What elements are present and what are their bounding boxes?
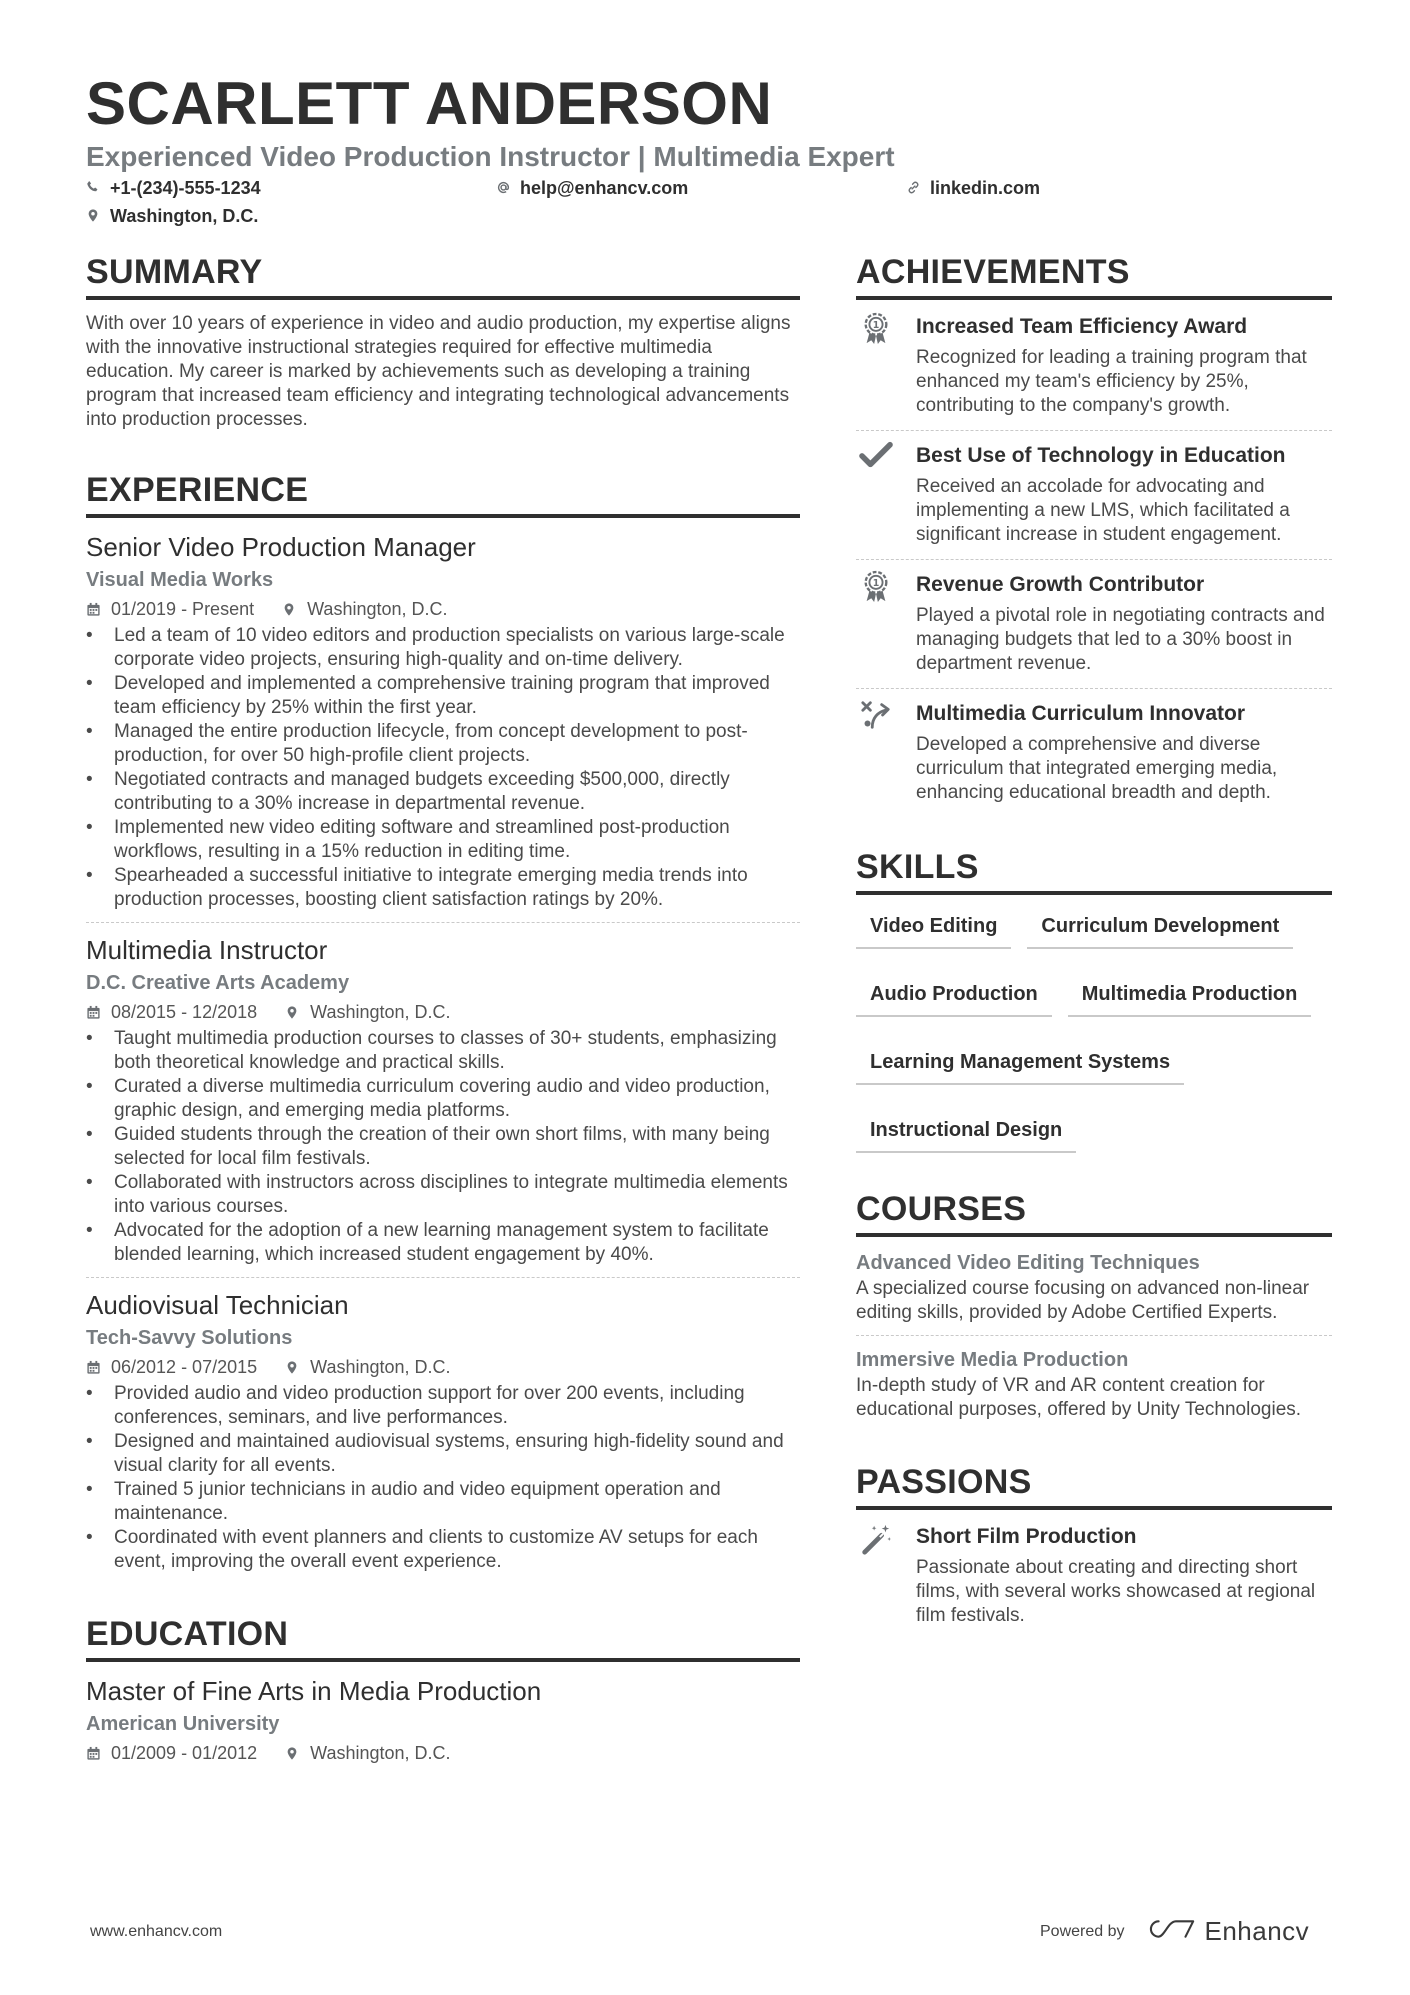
job-meta (86, 1354, 800, 1380)
achievement-title: Best Use of Technology in Education (916, 444, 1286, 467)
location-text: Washington, D.C. (110, 205, 259, 226)
job-title: Senior Video Production Manager (86, 532, 476, 562)
passion-desc: Passionate about creating and directing short films, with several works showcased at regional film festivals. (916, 1557, 1316, 1626)
location-pin-icon (285, 1360, 300, 1375)
summary-text: With over 10 years of experience in video and audio production, my expertise aligns with the innovative instructional strategies required for effective multimedia education. My career is marked by achievements such as developing a training program that increased team efficiency and integrating technological advancements into production processes. (86, 313, 791, 430)
job-location: Washington, D.C. (310, 1357, 451, 1377)
candidate-tagline: Experienced Video Production Instructor | Multimedia Expert (86, 141, 895, 172)
location-pin-icon (282, 602, 297, 617)
job-meta (86, 596, 800, 622)
list-item: • Advocated for the adoption of a new learning management system to facilitate blended learning, which increased student engagement by 40%. (86, 1219, 800, 1267)
award-icon (856, 570, 896, 610)
job-dates: 06/2012 - 07/2015 (111, 1357, 258, 1377)
list-item: • Negotiated contracts and managed budgets exceeding $500,000, directly contributing to a 30% increase in departmental revenue. (86, 768, 800, 816)
contact-row-2 (86, 202, 1336, 230)
svg-text:1: 1 (872, 320, 880, 332)
achievement-item (856, 430, 1332, 559)
skill-tag: Video Editing (856, 903, 1011, 949)
education-location: Washington, D.C. (310, 1743, 451, 1763)
passion-title: Short Film Production (916, 1525, 1137, 1548)
contact-location (86, 206, 258, 227)
candidate-name: SCARLETT ANDERSON (86, 70, 773, 137)
achievement-item (856, 688, 1332, 817)
achievement-desc: Received an accolade for advocating and implementing a new LMS, which facilitated a significant increase in student engagement. (916, 476, 1290, 545)
checkmark-icon (856, 441, 896, 481)
company-name: D.C. Creative Arts Academy (86, 972, 350, 994)
list-item: • Led a team of 10 video editors and production specialists on various large-scale corporate video projects, ensuring high-quality and on-time delivery. (86, 624, 800, 672)
courses-section (856, 1189, 1332, 1432)
summary-heading: SUMMARY (86, 252, 800, 300)
contact-website[interactable] (906, 178, 1040, 199)
job-bullets (86, 1027, 800, 1267)
job-bullets (86, 624, 800, 912)
powered-by-label: Powered by (1040, 1922, 1125, 1940)
left-column (86, 252, 800, 1766)
list-item: • Developed and implemented a comprehensive training program that improved team efficiency by 25% within the first year. (86, 672, 800, 720)
list-item: • Collaborated with instructors across disciplines to integrate multimedia elements into various courses. (86, 1171, 800, 1219)
education-meta (86, 1740, 800, 1766)
list-item: • Guided students through the creation of their own short films, with many being selected for local film festivals. (86, 1123, 800, 1171)
experience-heading: EXPERIENCE (86, 470, 800, 518)
education-dates: 01/2009 - 01/2012 (111, 1743, 258, 1763)
achievement-title: Increased Team Efficiency Award (916, 315, 1248, 338)
job-dates: 01/2019 - Present (111, 599, 255, 619)
location-pin-icon (285, 1746, 300, 1761)
location-pin-icon (285, 1005, 300, 1020)
list-item: • Taught multimedia production courses to classes of 30+ students, emphasizing both theoretical knowledge and practical skills. (86, 1027, 800, 1075)
course-item (856, 1335, 1332, 1432)
at-icon (496, 180, 512, 196)
course-title: Immersive Media Production (856, 1349, 1129, 1371)
achievement-title: Multimedia Curriculum Innovator (916, 702, 1246, 725)
link-icon (906, 180, 922, 196)
skill-tag: Audio Production (856, 971, 1052, 1017)
list-item: • Implemented new video editing software and streamlined post-production workflows, resulting in a 15% reduction in editing time. (86, 816, 800, 864)
calendar-icon (86, 602, 101, 617)
website-link[interactable]: linkedin.com (930, 177, 1041, 198)
school-name: American University (86, 1713, 280, 1735)
skills-heading: SKILLS (856, 847, 1332, 895)
education-heading: EDUCATION (86, 1614, 800, 1662)
location-pin-icon (86, 208, 102, 224)
skill-tag: Learning Management Systems (856, 1039, 1184, 1085)
achievement-title: Revenue Growth Contributor (916, 573, 1205, 596)
achievements-section (856, 252, 1332, 817)
list-item: • Managed the entire production lifecycle, from concept development to post-production, for over 50 high-profile client projects. (86, 720, 800, 768)
skill-tag: Curriculum Development (1027, 903, 1293, 949)
skill-tag: Multimedia Production (1068, 971, 1312, 1017)
list-item: • Curated a diverse multimedia curriculum covering audio and video production, graphic design, and emerging media platforms. (86, 1075, 800, 1123)
job-entry (86, 1277, 800, 1584)
skill-tag: Instructional Design (856, 1107, 1076, 1153)
job-title: Audiovisual Technician (86, 1290, 349, 1320)
email-link[interactable]: help@enhancv.com (520, 177, 689, 198)
job-dates: 08/2015 - 12/2018 (111, 1002, 258, 1022)
achievement-desc: Recognized for leading a training program that enhanced my team's efficiency by 25%, contributing to the company's growth. (916, 347, 1307, 416)
phone-text: +1-(234)-555-1234 (110, 177, 261, 198)
education-section (86, 1614, 800, 1766)
achievement-item (856, 559, 1332, 688)
company-name: Tech-Savvy Solutions (86, 1327, 293, 1349)
job-entry (86, 530, 800, 922)
company-name: Visual Media Works (86, 569, 274, 591)
enhancv-logo-icon (1149, 1917, 1197, 1946)
contact-email[interactable] (496, 178, 906, 199)
skills-list (856, 903, 1332, 1175)
phone-icon (86, 180, 102, 196)
achievement-desc: Developed a comprehensive and diverse curriculum that integrated emerging media, enhancing educational breadth and depth. (916, 734, 1278, 803)
list-item: • Trained 5 junior technicians in audio and video equipment operation and maintenance. (86, 1478, 800, 1526)
achievements-heading: ACHIEVEMENTS (856, 252, 1332, 300)
passion-item (856, 1512, 1332, 1640)
job-title: Multimedia Instructor (86, 935, 328, 965)
brand-name: Enhancv (1204, 1916, 1310, 1946)
achievement-desc: Played a pivotal role in negotiating contracts and managing budgets that led to a 30% boost in department revenue. (916, 605, 1325, 674)
job-entry (86, 922, 800, 1277)
summary-section (86, 252, 800, 432)
svg-text:1: 1 (872, 578, 880, 590)
calendar-icon (86, 1746, 101, 1761)
degree-title: Master of Fine Arts in Media Production (86, 1676, 542, 1706)
contact-row (86, 174, 1336, 202)
experience-section (86, 470, 800, 1584)
header (86, 72, 1336, 230)
list-item: • Coordinated with event planners and clients to customize AV setups for each event, improving the overall event experience. (86, 1526, 800, 1574)
magic-wand-icon (856, 1522, 896, 1562)
skills-section (856, 847, 1332, 1175)
job-location: Washington, D.C. (310, 1002, 451, 1022)
list-item: • Provided audio and video production support for over 200 events, including conferences, seminars, and live performances. (86, 1382, 800, 1430)
job-meta (86, 999, 800, 1025)
list-item: • Designed and maintained audiovisual systems, ensuring high-fidelity sound and visual clarity for all events. (86, 1430, 800, 1478)
calendar-icon (86, 1005, 101, 1020)
course-title: Advanced Video Editing Techniques (856, 1252, 1200, 1274)
job-bullets (86, 1382, 800, 1574)
list-item: • Spearheaded a successful initiative to integrate emerging media trends into production processes, boosting client satisfaction ratings by 20%. (86, 864, 800, 912)
course-desc: A specialized course focusing on advanced non-linear editing skills, provided by Adobe Certified Experts. (856, 1278, 1310, 1323)
strategy-icon (856, 699, 896, 739)
passions-heading: PASSIONS (856, 1462, 1332, 1510)
contact-phone (86, 178, 496, 199)
footer-website[interactable]: www.enhancv.com (90, 1923, 223, 1940)
achievement-item (856, 302, 1332, 430)
course-desc: In-depth study of VR and AR content creation for educational purposes, offered by Unity Technologies. (856, 1375, 1302, 1420)
calendar-icon (86, 1360, 101, 1375)
passions-section (856, 1462, 1332, 1640)
right-column (856, 252, 1332, 1640)
award-icon (856, 312, 896, 352)
footer-branding (1040, 1916, 1309, 1947)
course-item (856, 1249, 1332, 1335)
courses-heading: COURSES (856, 1189, 1332, 1237)
job-location: Washington, D.C. (307, 599, 448, 619)
